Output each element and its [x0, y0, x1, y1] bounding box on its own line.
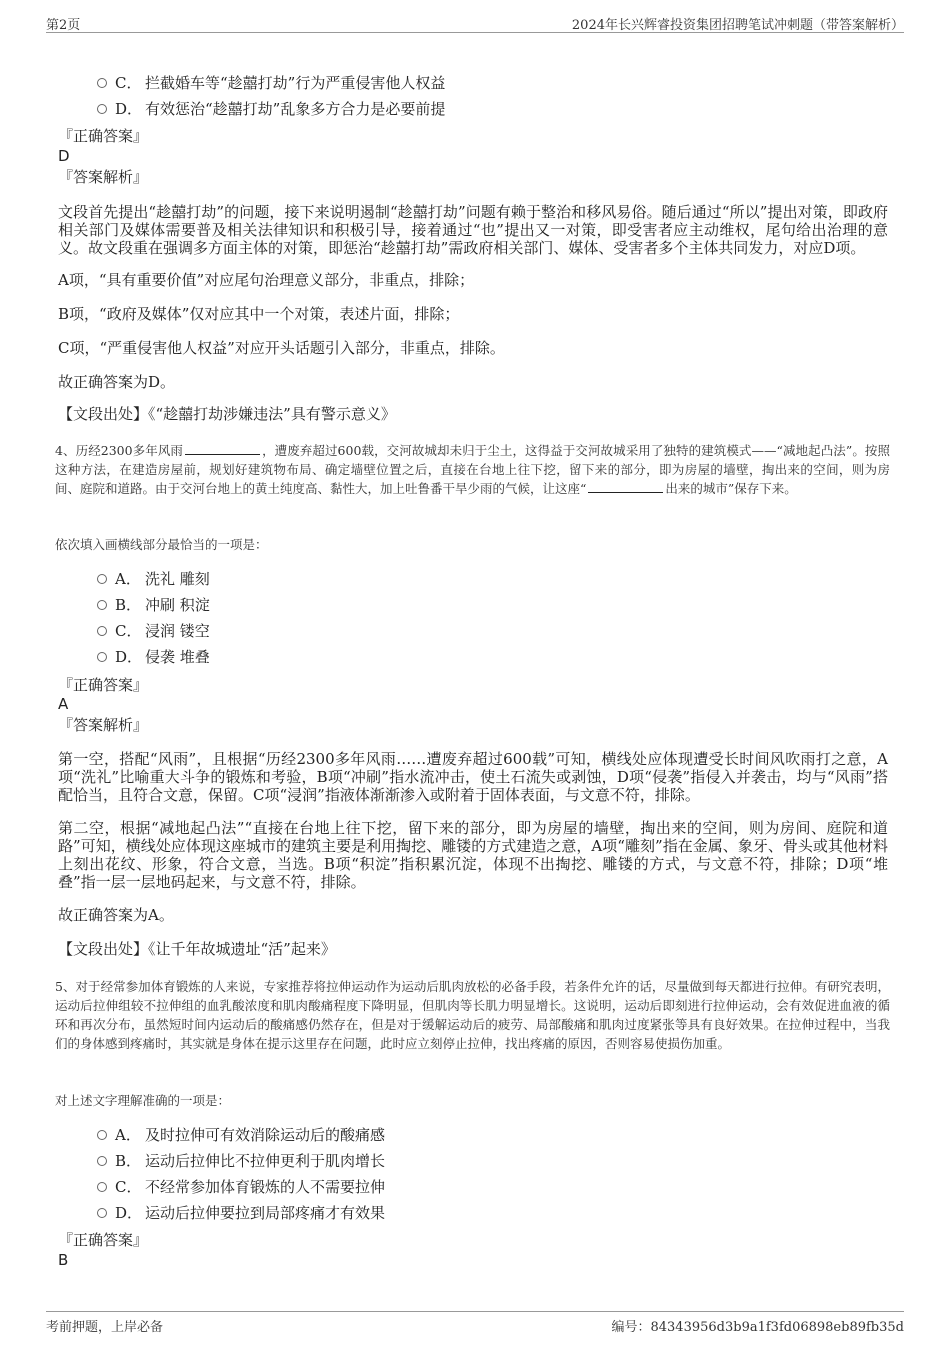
- q4-option-b[interactable]: B． 冲刷 积淀: [97, 594, 210, 616]
- radio-icon[interactable]: [97, 574, 107, 584]
- q3-source: 【文段出处】《“趁囍打劫涉嫌违法”具有警示意义》: [58, 405, 396, 423]
- q4-conclusion: 故正确答案为A。: [58, 906, 174, 924]
- q4-source: 【文段出处】《让千年故城遗址“活”起来》: [58, 940, 336, 958]
- radio-icon[interactable]: [97, 1156, 107, 1166]
- footer-slogan: 考前押题，上岸必备: [46, 1320, 164, 1335]
- page-header: [46, 12, 904, 33]
- q4-option-d[interactable]: D． 侵袭 堆叠: [97, 646, 210, 668]
- radio-icon[interactable]: [97, 78, 107, 88]
- q5-answer: B: [58, 1251, 69, 1269]
- blank-line-1: [185, 442, 260, 455]
- footer-serial: 编号：84343956d3b9a1f3fd06898eb89fb35d: [611, 1320, 904, 1335]
- q3-analysis-b: B项，“政府及媒体”仅对应其中一个对策，表述片面，排除；: [58, 305, 460, 323]
- radio-icon[interactable]: [97, 1208, 107, 1218]
- blank-line-2: [588, 480, 663, 493]
- radio-icon[interactable]: [97, 626, 107, 636]
- q5-option-d[interactable]: D． 运动后拉伸要拉到局部疼痛才有效果: [97, 1202, 385, 1224]
- q3-option-d[interactable]: D． 有效惩治“趁囍打劫”乱象多方合力是必要前提: [97, 98, 445, 120]
- q3-conclusion: 故正确答案为D。: [58, 373, 176, 391]
- q5-answer-label: 『正确答案』: [58, 1231, 149, 1249]
- q4-option-c[interactable]: C． 浸润 镂空: [97, 620, 210, 642]
- q4-analysis-blank1: 第一空，搭配“风雨”，且根据“历经2300多年风雨……遭废弃超过600载”可知，横线处应体现遭受长时间风吹雨打之意，A项“洗礼”比喻重大斗争的锻炼和考验，B项“冲刷”指水流冲击，使土石流失或剥蚀，D项“侵袭”指侵入并袭击，均与“风雨”搭配恰当，且符合文意，保留。C项“浸润”指液体渐渐渗入或附着于固体表面，与文意不符，排除。: [58, 750, 888, 804]
- q4-analysis-label: 『答案解析』: [58, 716, 149, 734]
- q5-option-c[interactable]: C． 不经常参加体育锻炼的人不需要拉伸: [97, 1176, 385, 1198]
- q4-answer: A: [58, 695, 69, 713]
- radio-icon[interactable]: [97, 652, 107, 662]
- q5-option-a[interactable]: A． 及时拉伸可有效消除运动后的酸痛感: [97, 1124, 385, 1146]
- q3-answer: D: [58, 147, 70, 165]
- page-footer: [46, 1311, 904, 1334]
- q4-answer-label: 『正确答案』: [58, 676, 149, 694]
- q5-stem: 5、对于经常参加体育锻炼的人来说，专家推荐将拉伸运动作为运动后肌肉放松的必备手段，若条件允许的话，尽量做到每天都进行拉伸。有研究表明，运动后拉伸组较不拉伸组的血乳酸浓度和肌肉酸痛程度下降明显，但肌肉等长肌力明显增长。这说明，运动后即刻进行拉伸运动，会有效促进血液的循环和再次分布，虽然短时间内运动后的酸痛感仍然存在，但是对于缓解运动后的疲劳、局部酸痛和肌肉过度紧张等具有良好效果。在拉伸过程中，当我们的身体感到疼痛时，其实就是身体在提示这里存在问题，此时应立刻停止拉伸，找出疼痛的原因，否则容易使损伤加重。: [55, 979, 890, 1051]
- q4-prompt: 依次填入画横线部分最恰当的一项是：: [55, 537, 268, 552]
- radio-icon[interactable]: [97, 1130, 107, 1140]
- q3-option-c[interactable]: C． 拦截婚车等“趁囍打劫”行为严重侵害他人权益: [97, 72, 445, 94]
- document-title: 2024年长兴辉睿投资集团招聘笔试冲刺题（带答案解析）: [571, 18, 904, 33]
- q4-analysis-blank2: 第二空，根据“减地起凸法”“直接在台地上往下挖，留下来的部分，即为房屋的墙壁，掏出来的空间，则为房间、庭院和道路”可知，横线处应体现这座城市的建筑主要是利用掏挖、雕镂的方式建造之意，A项“雕刻”指在金属、象牙、骨头或其他材料上刻出花纹、形象，符合文意，当选。B项“积淀”指积累沉淀，体现不出掏挖、雕镂的方式，与文意不符，排除；D项“堆叠”指一层一层地码起来，与文意不符，排除。: [58, 819, 888, 891]
- q5-option-b[interactable]: B． 运动后拉伸比不拉伸更利于肌肉增长: [97, 1150, 385, 1172]
- q3-analysis-a: A项，“具有重要价值”对应尾句治理意义部分，非重点，排除；: [58, 271, 475, 289]
- radio-icon[interactable]: [97, 600, 107, 610]
- q3-answer-label: 『正确答案』: [58, 127, 149, 145]
- q3-analysis-c: C项，“严重侵害他人权益”对应开头话题引入部分，非重点，排除。: [58, 339, 505, 357]
- q3-analysis-para: 文段首先提出“趁囍打劫”的问题，接下来说明遏制“趁囍打劫”问题有赖于整治和移风易俗。随后通过“所以”提出对策，即政府相关部门及媒体需要普及相关法律知识和积极引导，接着通过“也”提出又一对策，即受害者应主动维权，尾句给出治理的意义。故文段重在强调多方面主体的对策，即惩治“趁囍打劫”需政府相关部门、媒体、受害者多个主体共同发力，对应D项。: [58, 203, 888, 257]
- radio-icon[interactable]: [97, 104, 107, 114]
- q5-prompt: 对上述文字理解准确的一项是：: [55, 1093, 231, 1108]
- page-number: 第2页: [46, 18, 81, 33]
- radio-icon[interactable]: [97, 1182, 107, 1192]
- q4-option-a[interactable]: A． 洗礼 雕刻: [97, 568, 210, 590]
- q3-analysis-label: 『答案解析』: [58, 168, 149, 186]
- q4-stem: 4、历经2300多年风雨 ，遭废弃超过600载，交河故城却未归于尘土，这得益于交河故城采用了独特的建筑模式——“减地起凸法”。按照这种方法，在建造房屋前，规划好建筑物布局、确定墙壁位置之后，直接在台地上往下挖，留下来的部分，即为房屋的墙壁，掏出来的空间，则为房间、庭院和道路。由于交河台地上的黄土纯度高、黏性大，加上吐鲁番干旱少雨的气候，让这座“ 出来的城市”保存下来。: [55, 443, 890, 496]
